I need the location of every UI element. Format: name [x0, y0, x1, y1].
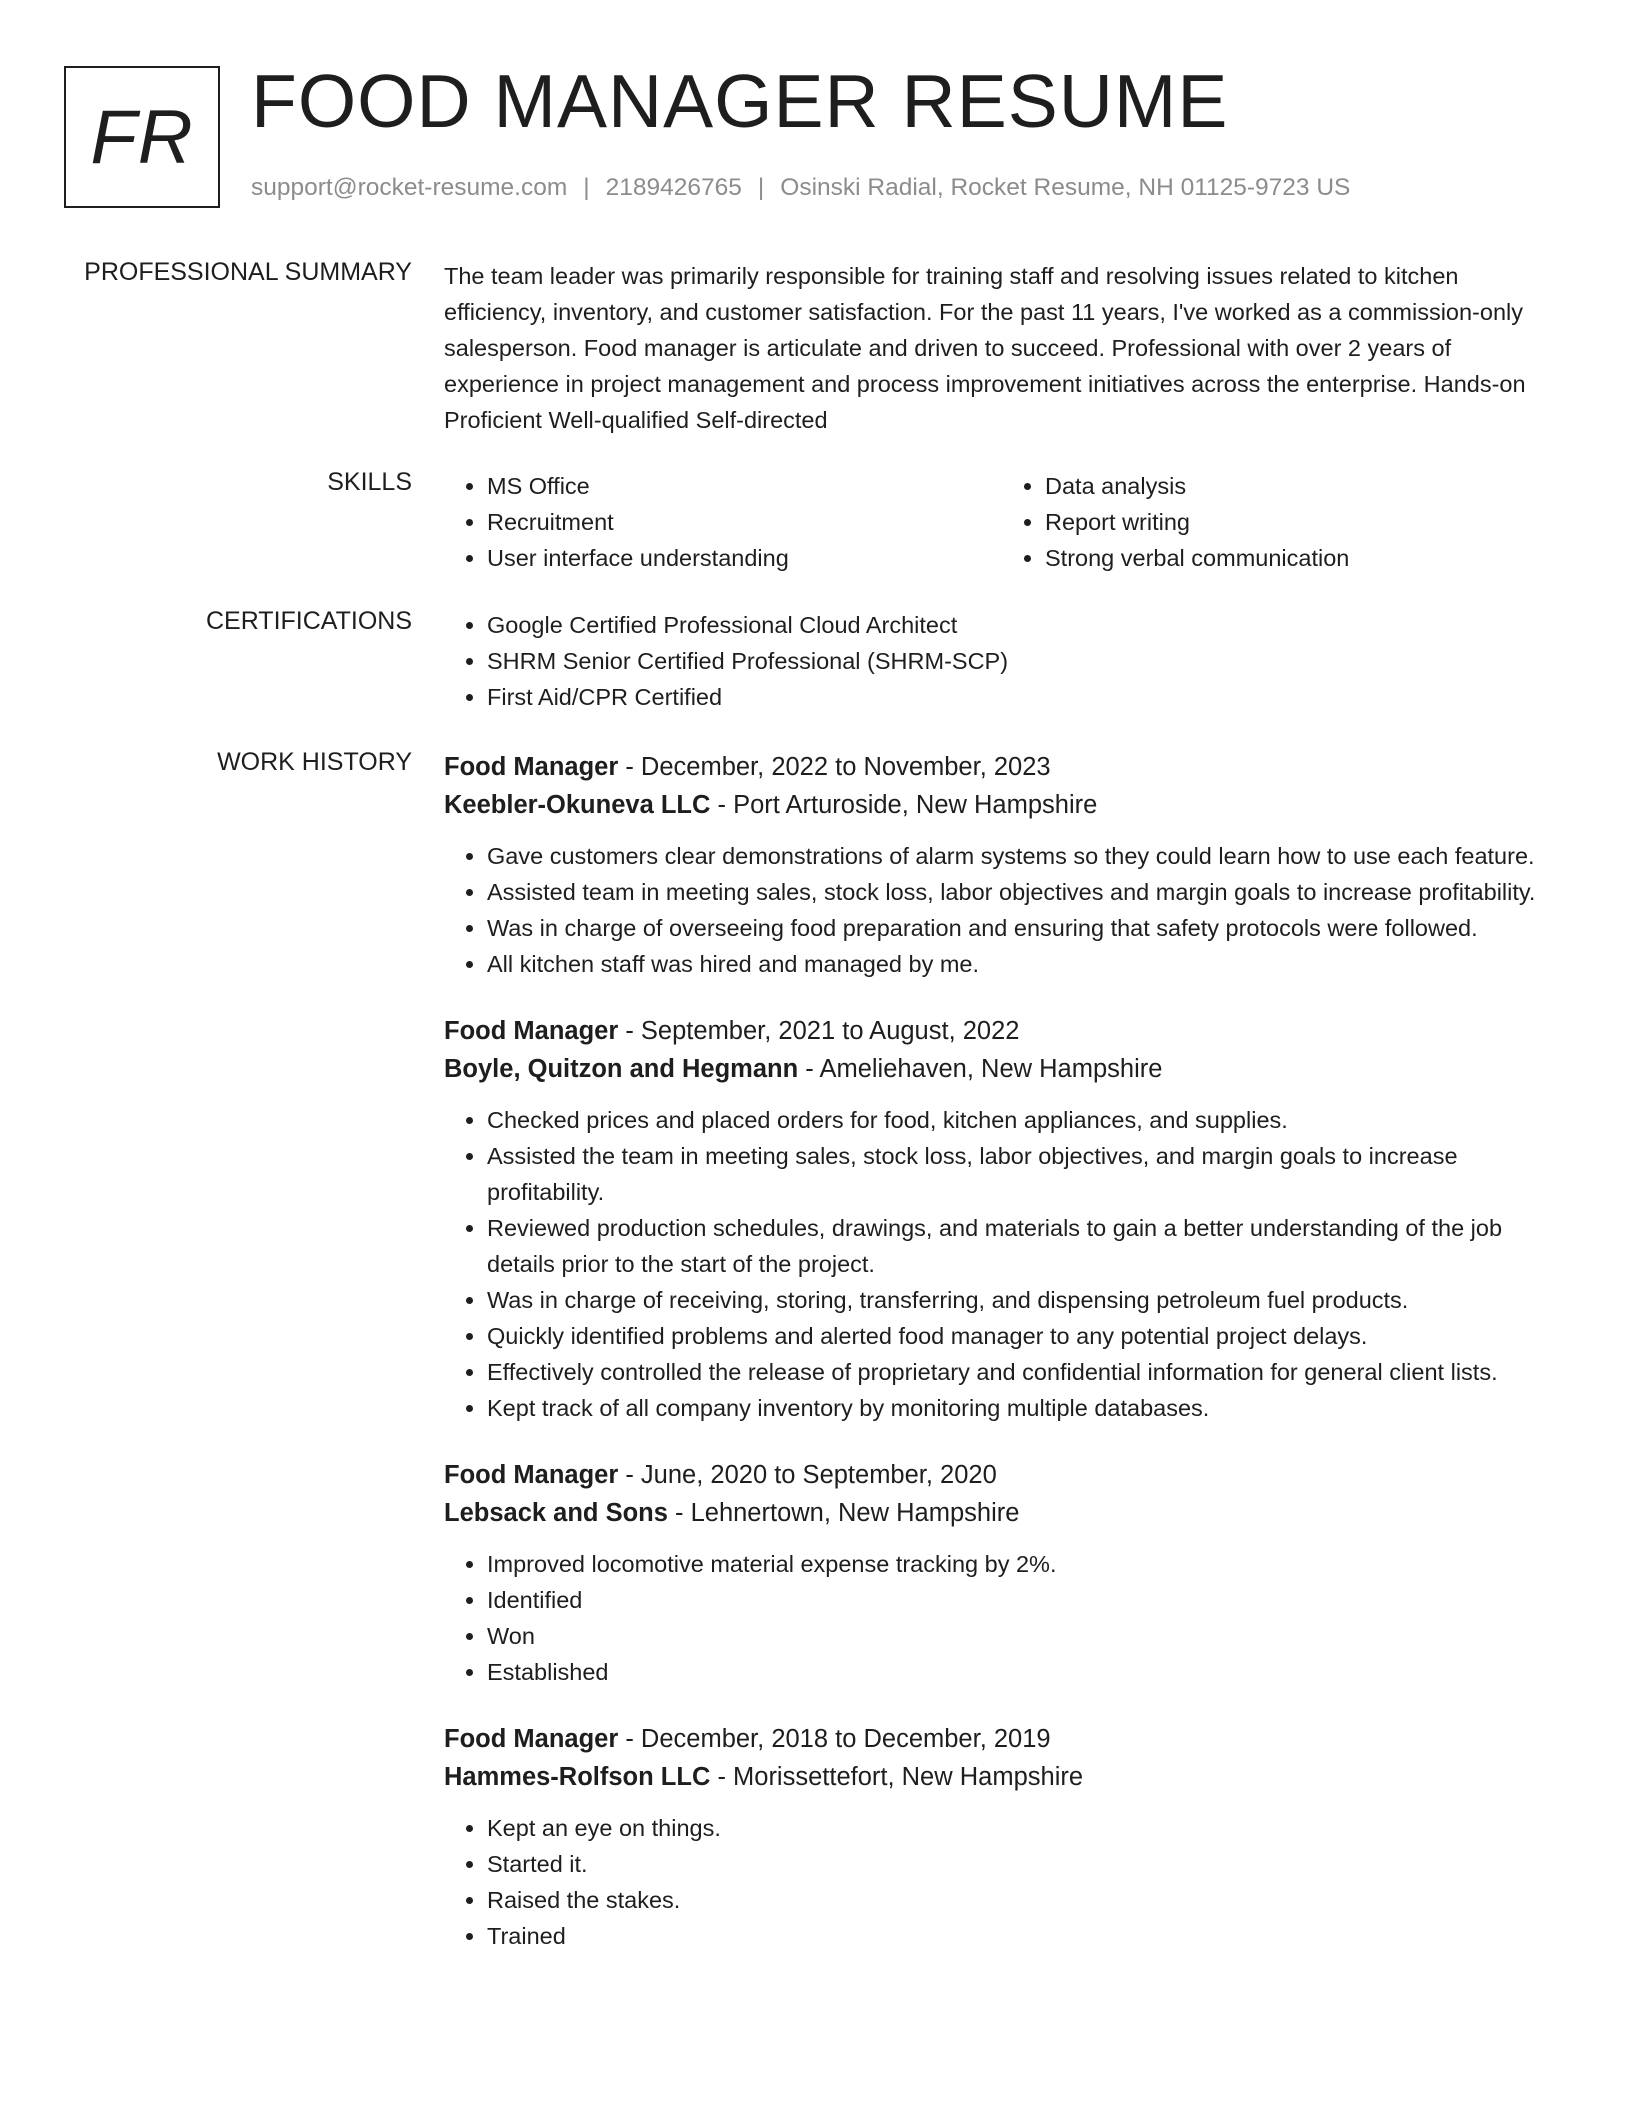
certification-item: • First Aid/CPR Certified: [487, 679, 1560, 715]
job-dates: - September, 2021 to August, 2022: [618, 1017, 1020, 1045]
job-location: - Morissettefort, New Hampshire: [710, 1763, 1084, 1791]
job-bullet: • Established: [487, 1654, 1560, 1690]
skill-item: • Recruitment: [487, 504, 1002, 540]
skills-grid: [444, 468, 1560, 576]
job-bullet: • Assisted the team in meeting sales, stock loss, labor objectives, and margin goals to increase profitability.: [487, 1138, 1560, 1210]
skill-item: • MS Office: [487, 468, 1002, 504]
summary-text: The team leader was primarily responsible for training staff and resolving issues related to kitchen efficiency, inventory, and customer satisfaction. For the past 11 years, I've worked as a commission-only salesperson. Food manager is articulate and driven to succeed. Professional with over 2 years of experience in project management and process improvement initiatives across the enterprise. Hands-on Proficient Well-qualified Self-directed: [444, 263, 1526, 433]
job-role: Food Manager: [444, 1461, 619, 1489]
job-company: Lebsack and Sons: [444, 1499, 668, 1527]
job-bullet: • Raised the stakes.: [487, 1882, 1560, 1918]
job-employer: [444, 1050, 1560, 1088]
skills-column: [1002, 468, 1560, 576]
job-entry: [444, 748, 1560, 982]
job-role: Food Manager: [444, 1725, 619, 1753]
job-bullet: • Was in charge of receiving, storing, transferring, and dispensing petroleum fuel products.: [487, 1282, 1560, 1318]
job-bullet: • Assisted team in meeting sales, stock loss, labor objectives and margin goals to increase profitability.: [487, 874, 1560, 910]
skills-column: [444, 468, 1002, 576]
job-heading: [444, 1456, 1560, 1494]
monogram-logo: FR: [64, 66, 220, 208]
work-history-list: [444, 748, 1560, 1984]
job-location: - Ameliehaven, New Hampshire: [798, 1055, 1163, 1083]
contact-address: Osinski Radial, Rocket Resume, NH 01125-9723 US: [780, 174, 1351, 201]
job-bullet: • Won: [487, 1618, 1560, 1654]
job-bullets: [444, 1102, 1560, 1426]
job-bullet: • Started it.: [487, 1846, 1560, 1882]
job-role: Food Manager: [444, 753, 619, 781]
job-bullet: • Trained: [487, 1918, 1560, 1954]
job-bullet: • Effectively controlled the release of proprietary and confidential information for general client lists.: [487, 1354, 1560, 1390]
contact-line: [251, 174, 1350, 202]
skill-item: • Strong verbal communication: [1045, 540, 1560, 576]
job-bullet: • Identified: [487, 1582, 1560, 1618]
contact-separator: |: [757, 174, 765, 201]
job-bullet: • Gave customers clear demonstrations of alarm systems so they could learn how to use each feature.: [487, 838, 1560, 874]
job-bullet: • Checked prices and placed orders for food, kitchen appliances, and supplies.: [487, 1102, 1560, 1138]
job-location: - Port Arturoside, New Hampshire: [710, 791, 1098, 819]
contact-separator: |: [583, 174, 590, 201]
skill-item: • Report writing: [1045, 504, 1560, 540]
job-employer: [444, 1494, 1560, 1532]
job-heading: [444, 748, 1560, 786]
job-bullets: [444, 1810, 1560, 1954]
skill-item: • User interface understanding: [487, 540, 1002, 576]
job-role: Food Manager: [444, 1017, 619, 1045]
resume-title: FOOD MANAGER RESUME: [251, 59, 1229, 143]
job-entry: [444, 1012, 1560, 1426]
job-bullet: • Kept an eye on things.: [487, 1810, 1560, 1846]
job-bullet: • Kept track of all company inventory by monitoring multiple databases.: [487, 1390, 1560, 1426]
job-bullet: • Quickly identified problems and alerted food manager to any potential project delays.: [487, 1318, 1560, 1354]
job-bullet: • All kitchen staff was hired and managed by me.: [487, 946, 1560, 982]
job-bullet: • Improved locomotive material expense tracking by 2%.: [487, 1546, 1560, 1582]
job-company: Boyle, Quitzon and Hegmann: [444, 1055, 799, 1083]
certification-item: • Google Certified Professional Cloud Architect: [487, 607, 1560, 643]
job-entry: [444, 1720, 1560, 1954]
job-bullet: • Reviewed production schedules, drawings, and materials to gain a better understanding of the job details prior to the start of the project.: [487, 1210, 1560, 1282]
skill-item: • Data analysis: [1045, 468, 1560, 504]
job-dates: - June, 2020 to September, 2020: [618, 1461, 997, 1489]
job-heading: [444, 1720, 1560, 1758]
certification-item: • SHRM Senior Certified Professional (SHRM-SCP): [487, 643, 1560, 679]
certifications-list: [444, 607, 1560, 715]
section-title: SKILLS: [327, 468, 412, 496]
job-company: Hammes-Rolfson LLC: [444, 1763, 711, 1791]
section-title: CERTIFICATIONS: [205, 607, 412, 635]
job-bullets: [444, 1546, 1560, 1690]
job-dates: - December, 2022 to November, 2023: [618, 753, 1051, 781]
job-company: Keebler-Okuneva LLC: [444, 791, 711, 819]
job-entry: [444, 1456, 1560, 1690]
section-title: WORK HISTORY: [217, 748, 412, 776]
job-bullets: [444, 838, 1560, 982]
job-employer: [444, 786, 1560, 824]
job-employer: [444, 1758, 1560, 1796]
contact-email[interactable]: support@rocket-resume.com: [251, 174, 568, 201]
job-dates: - December, 2018 to December, 2019: [618, 1725, 1051, 1753]
contact-phone[interactable]: 2189426765: [605, 174, 742, 201]
section-title: PROFESSIONAL SUMMARY: [84, 258, 412, 286]
job-location: - Lehnertown, New Hampshire: [667, 1499, 1020, 1527]
job-heading: [444, 1012, 1560, 1050]
job-bullet: • Was in charge of overseeing food preparation and ensuring that safety protocols were followed.: [487, 910, 1560, 946]
